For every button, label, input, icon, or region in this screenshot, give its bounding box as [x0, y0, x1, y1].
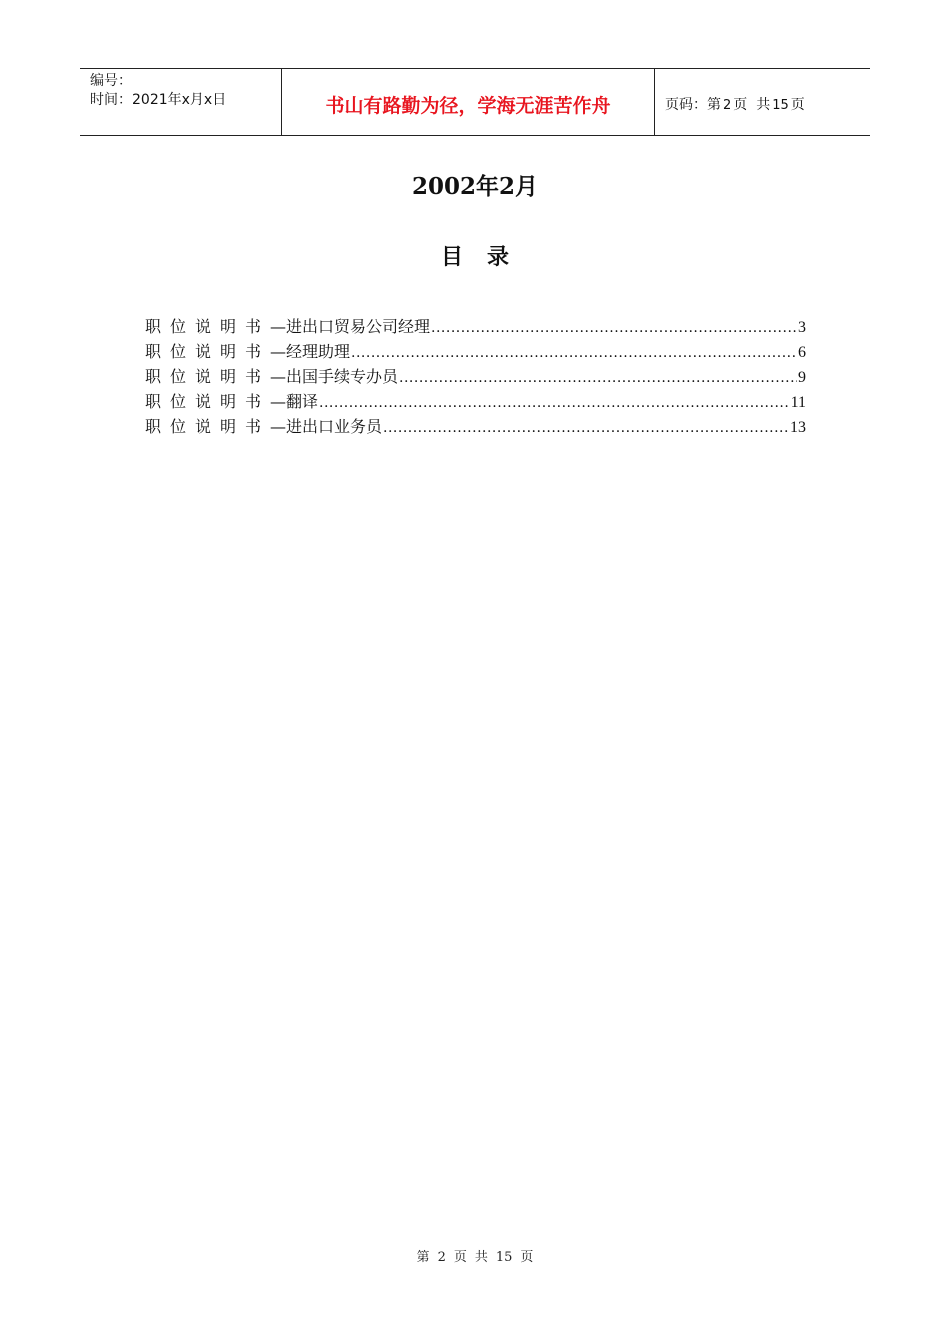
- header-meta-cell: [80, 69, 282, 135]
- header-page-cell: [655, 69, 870, 135]
- footer-total-pages: 15: [495, 1250, 513, 1265]
- toc-entry[interactable]: [145, 364, 806, 389]
- toc-entry-title: —进出口业务员: [270, 417, 383, 436]
- toc-entry-page: 11: [790, 394, 806, 411]
- header-number-label: 编号：: [90, 73, 132, 89]
- table-of-contents: [145, 314, 806, 439]
- footer-label-total: 共: [474, 1250, 488, 1265]
- header-page-total-unit: 页: [790, 96, 805, 113]
- toc-entry-page: 6: [798, 344, 806, 361]
- toc-entry[interactable]: [145, 314, 806, 339]
- page-footer: [0, 1246, 950, 1265]
- header-page-unit: 页: [733, 96, 748, 113]
- toc-entry-prefix: 职位说明书: [145, 342, 271, 361]
- page-header: [80, 68, 870, 136]
- toc-leader-dots: [399, 366, 797, 391]
- header-page-label: 页码：第: [665, 96, 721, 113]
- toc-entry-page: 13: [790, 419, 806, 436]
- toc-heading: 目录: [440, 245, 533, 270]
- header-page-info: [665, 94, 805, 114]
- toc-entry-title: —进出口贸易公司经理: [270, 317, 431, 336]
- toc-leader-dots: [431, 316, 797, 341]
- toc-entry-prefix: 职位说明书: [145, 392, 271, 411]
- header-page-current: 2: [723, 97, 732, 113]
- toc-entry[interactable]: [145, 339, 806, 364]
- header-page-total: 15: [772, 97, 789, 113]
- toc-entry-title: —翻译: [270, 392, 319, 411]
- footer-label-mid: 页: [453, 1250, 467, 1265]
- toc-entry-prefix: 职位说明书: [145, 417, 271, 436]
- toc-entry-prefix: 职位说明书: [145, 367, 271, 386]
- header-motto-cell: [282, 69, 655, 135]
- toc-entry[interactable]: [145, 414, 806, 439]
- toc-entry[interactable]: [145, 389, 806, 414]
- footer-label-suffix: 页: [520, 1250, 534, 1265]
- toc-entry-title: —经理助理: [270, 342, 351, 361]
- header-page-total-label: 共: [756, 96, 771, 113]
- toc-leader-dots: [383, 416, 789, 441]
- toc-leader-dots: [351, 341, 797, 366]
- header-time-label: 时间：2021年x月x日: [90, 92, 227, 108]
- document-date-title: 2002年2月: [411, 173, 539, 200]
- header-motto: 书山有路勤为径，学海无涯苦作舟: [325, 94, 611, 117]
- toc-leader-dots: [319, 391, 790, 416]
- footer-current-page: 2: [437, 1250, 446, 1265]
- toc-entry-page: 3: [798, 319, 806, 336]
- toc-entry-page: 9: [798, 369, 806, 386]
- toc-entry-title: —出国手续专办员: [270, 367, 399, 386]
- toc-entry-prefix: 职位说明书: [145, 317, 271, 336]
- footer-label-prefix: 第: [416, 1250, 430, 1265]
